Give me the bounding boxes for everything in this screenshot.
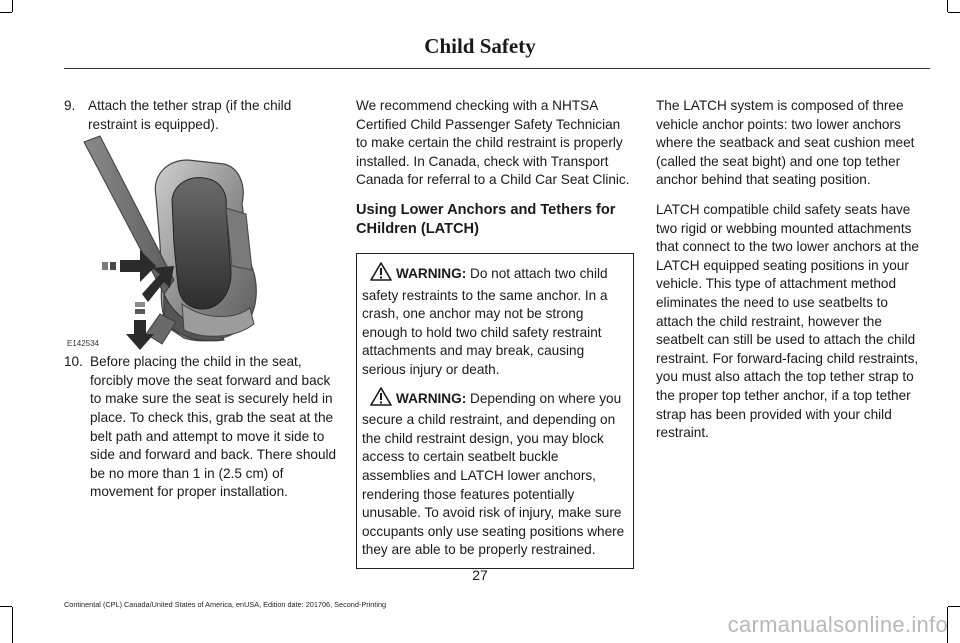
warning-label: WARNING: [396, 265, 467, 281]
site-watermark: carmanualsonline.info [727, 612, 948, 637]
intro-paragraph: We recommend checking with a NHTSA Certified Child Passenger Safety Technician to make certain the child restraint is properly installed. In Canada, check with Transport Canada for referral to a Child Car Seat Clinic. [356, 98, 630, 188]
step-number: 10. [64, 354, 83, 370]
crop-mark [0, 12, 12, 13]
crop-mark [12, 607, 13, 643]
latch-paragraph-2: LATCH compatible child safety seats have two rigid or webbing mounted attachments that connect to the two lower anchors at the LATCH equipped seating positions in your vehicle. This type of attachment method eliminates the need to use seatbelts to attach the child restraint, however the seatbelt can still be used to attach the child restraint. For forward-facing child restraints, you must also attach the top tether strap to the proper top tether anchor, if a top tether strap has been provided with your child restraint. [656, 201, 919, 441]
latch-paragraph-1: The LATCH system is composed of three vehicle anchor points: two lower anchors where the seatback and seat cushion meet (called the seat bight) and one top tether anchor behind that seating position. [656, 98, 915, 188]
crop-mark [947, 0, 948, 12]
step-9 [64, 97, 340, 134]
figure-code: E142534 [67, 338, 100, 348]
column-3 [656, 97, 928, 454]
warning-triangle-icon [370, 387, 392, 412]
warning-label: WARNING: [396, 390, 467, 406]
edition-footer: Continental (CPL) Canada/United States of America, enUSA, Edition date: 201706, Second-Printing [64, 600, 387, 609]
header-divider [64, 68, 930, 69]
warning-text: Do not attach two child safety restraints to the same anchor. In a crash, one anchor may not be strong enough to hold two child safety restraint attachments and may break, causing serious injury or death. [362, 265, 608, 377]
crop-mark [948, 606, 960, 607]
crop-mark [948, 12, 960, 13]
step-text: Before placing the child in the seat, forcibly move the seat forward and back to make sure the seat is securely held in place. To check this, grab the seat at the belt path and attempt to move it side to side and forward and back. There should be no more than 1 in (2.5 cm) of movement for proper installation. [90, 354, 337, 500]
page-title: Child Safety [424, 34, 536, 58]
step-number: 9. [64, 98, 76, 113]
child-seat-illustration [64, 134, 340, 360]
warning-1 [362, 262, 629, 380]
column-2 [356, 97, 634, 569]
warning-box [356, 253, 634, 569]
warning-text: Depending on where you secure a child restraint, and depending on the child restraint design, you may block access to certain seatbelt buckle assemblies and LATCH lower anchors, rendering those features potentially unusable. To avoid risk of injury, make sure occupants only use seating positions where they are able to be properly restrained. [362, 390, 625, 558]
crop-mark [12, 0, 13, 12]
step-10 [64, 353, 340, 502]
crop-mark [0, 606, 12, 607]
section-heading: Using Lower Anchors and Tethers for CHildren (LATCH) [356, 201, 616, 237]
step-text: Attach the tether strap (if the child restraint is equipped). [88, 98, 292, 132]
child-seat-figure [64, 134, 340, 360]
page-number: 27 [472, 567, 488, 583]
warning-triangle-icon [370, 262, 392, 287]
warning-2 [362, 387, 629, 560]
column-1 [64, 97, 340, 502]
